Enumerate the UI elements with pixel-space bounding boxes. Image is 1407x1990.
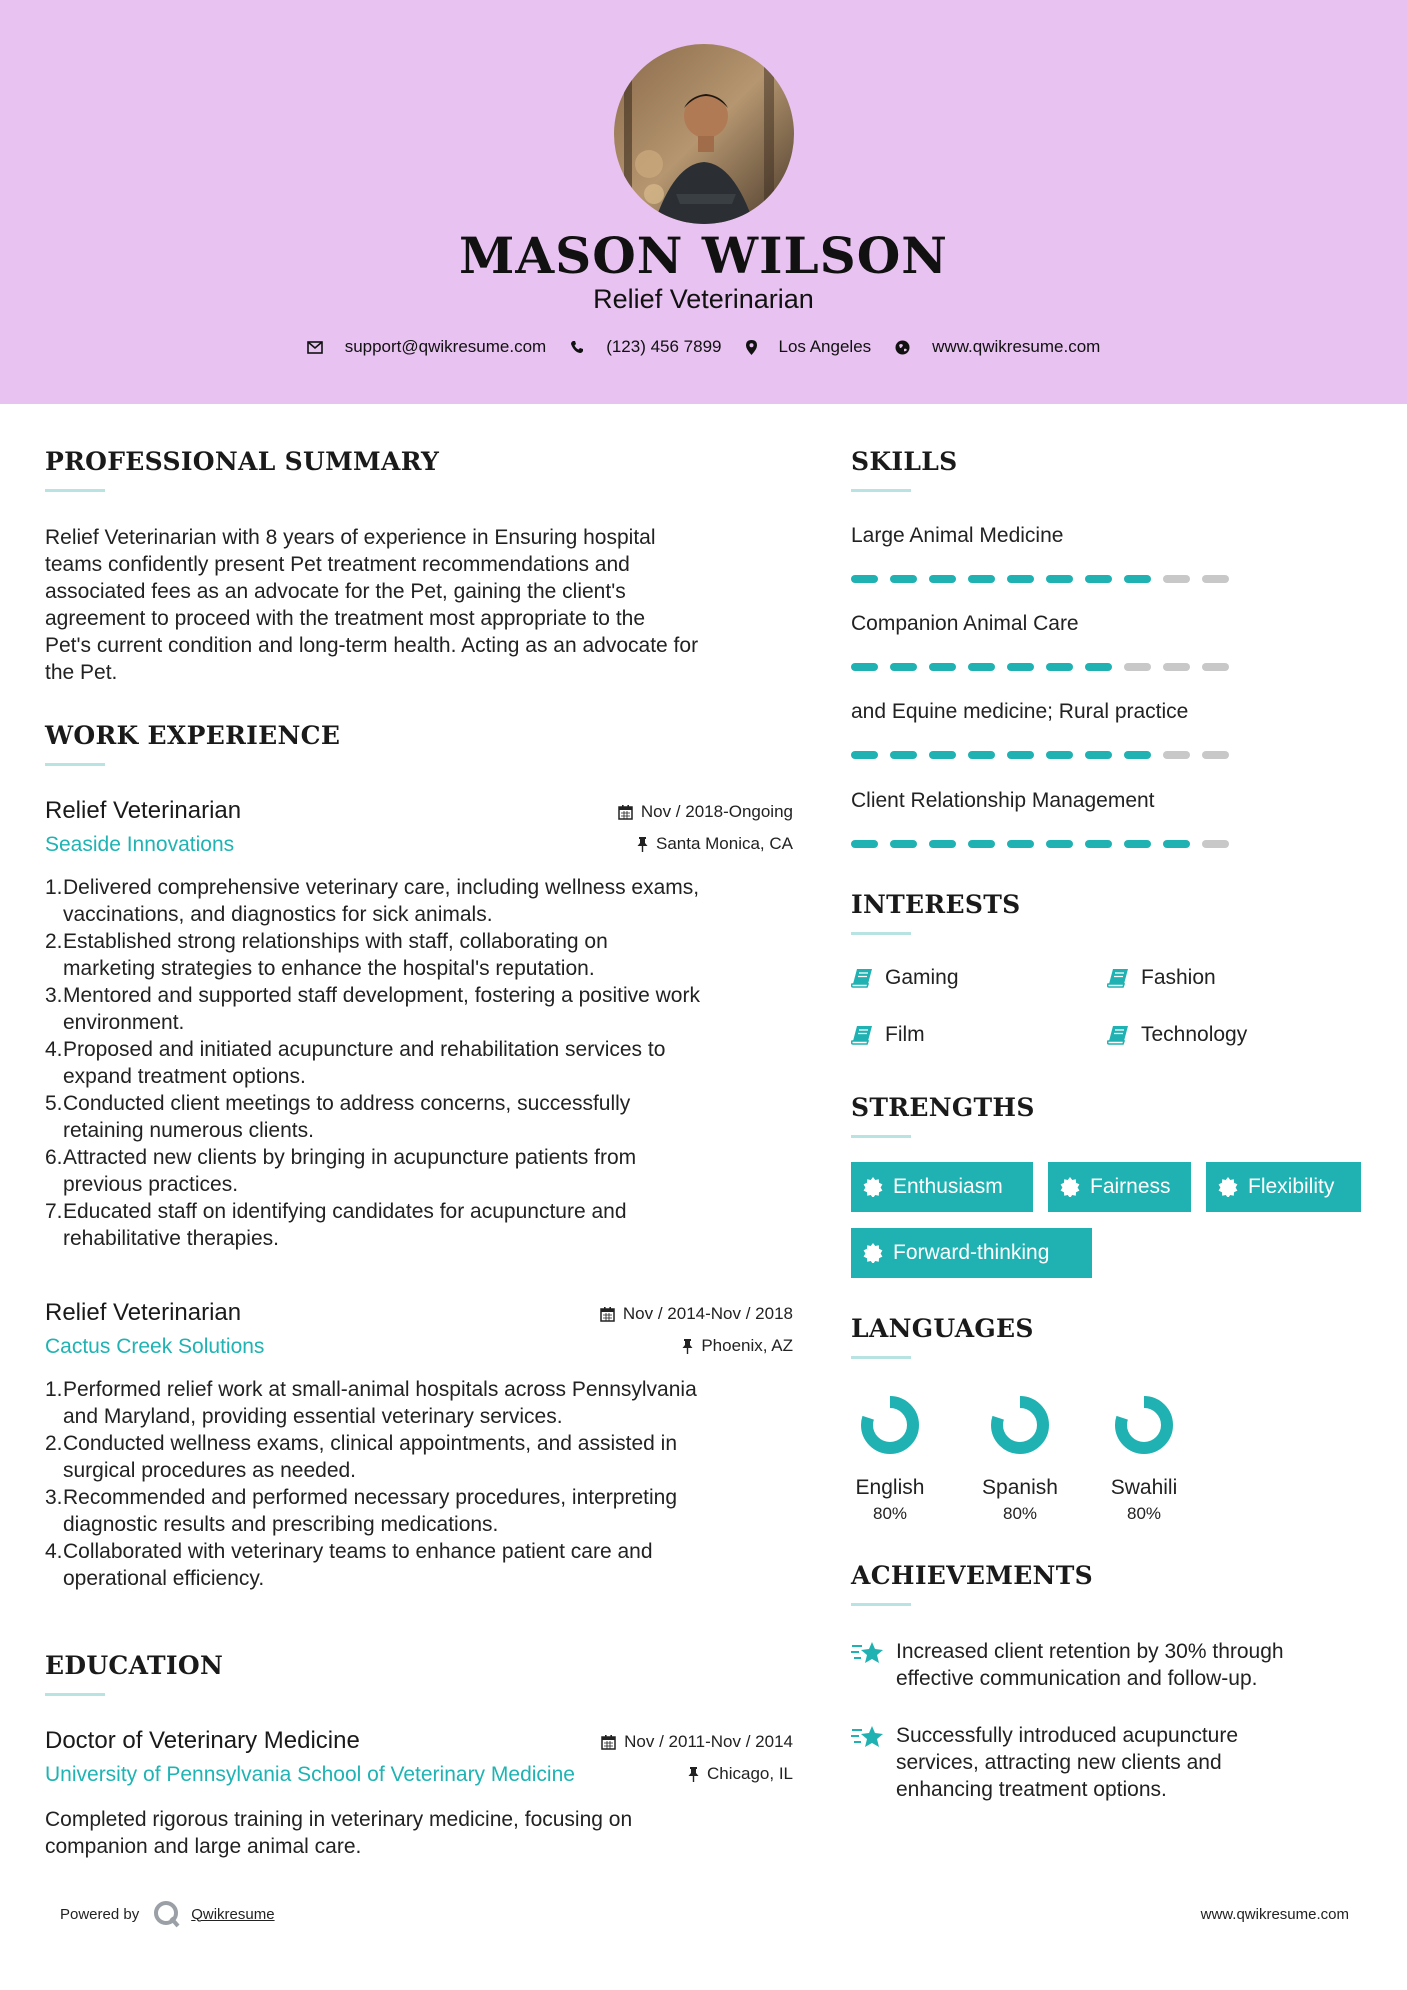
contact-website-text: www.qwikresume.com bbox=[932, 337, 1101, 356]
summary-line: Relief Veterinarian with 8 years of experience in Ensuring hospital bbox=[45, 526, 656, 549]
book-icon bbox=[851, 1025, 873, 1045]
strength-tag bbox=[1048, 1162, 1191, 1212]
list-item bbox=[45, 982, 793, 1036]
achievement-item bbox=[851, 1638, 1351, 1698]
skill-item bbox=[851, 700, 1251, 724]
book-icon bbox=[851, 968, 873, 988]
language-progress-ring bbox=[860, 1395, 920, 1455]
badge-icon bbox=[863, 1177, 883, 1197]
list-line: Conducted client meetings to address concerns, successfully bbox=[63, 1092, 631, 1115]
education-date bbox=[601, 1732, 793, 1752]
strength-label: Flexibility bbox=[1248, 1175, 1335, 1198]
skill-dot-filled bbox=[1007, 663, 1034, 671]
skill-dot-filled bbox=[929, 663, 956, 671]
skill-dot-empty bbox=[1163, 575, 1190, 583]
summary-underline bbox=[45, 489, 105, 492]
list-item bbox=[45, 1144, 793, 1198]
list-number: 4. bbox=[45, 1540, 63, 1563]
summary-line: Pet's current condition and long-term health. Acting as an advocate for bbox=[45, 634, 699, 657]
languages-heading: LANGUAGES bbox=[851, 1314, 1034, 1343]
job-location bbox=[682, 1336, 793, 1356]
badge-icon bbox=[863, 1243, 883, 1263]
education-location bbox=[688, 1764, 793, 1784]
list-line: retaining numerous clients. bbox=[63, 1119, 314, 1142]
skill-dot-filled bbox=[1124, 575, 1151, 583]
skill-dot-filled bbox=[1124, 751, 1151, 759]
brand-link[interactable]: Qwikresume bbox=[191, 1905, 275, 1923]
strength-label: Enthusiasm bbox=[893, 1175, 1003, 1198]
language-percent: 80% bbox=[1126, 1504, 1162, 1523]
summary-line: teams confidently present Pet treatment recommendations and bbox=[45, 553, 630, 576]
header-banner bbox=[0, 0, 1407, 404]
list-line: Delivered comprehensive veterinary care, including wellness exams, bbox=[63, 876, 700, 899]
phone-icon bbox=[570, 340, 584, 354]
job-date bbox=[618, 802, 793, 822]
candidate-title: Relief Veterinarian bbox=[593, 284, 814, 314]
achievements-heading: ACHIEVEMENTS bbox=[851, 1561, 1093, 1590]
list-line: Performed relief work at small-animal hospitals across Pennsylvania bbox=[63, 1378, 697, 1401]
language-percent: 80% bbox=[1002, 1504, 1038, 1523]
skill-dot-filled bbox=[968, 840, 995, 848]
interest-item bbox=[851, 1023, 925, 1047]
skill-dot-filled bbox=[968, 751, 995, 759]
interest-item bbox=[851, 966, 959, 990]
interest-label: Gaming bbox=[885, 966, 959, 989]
list-number: 2. bbox=[45, 1432, 63, 1455]
book-icon bbox=[1107, 1025, 1129, 1045]
job-company[interactable]: Cactus Creek Solutions bbox=[45, 1335, 265, 1358]
strength-tag bbox=[1206, 1162, 1361, 1212]
strengths-underline bbox=[851, 1135, 911, 1138]
interest-label: Fashion bbox=[1141, 966, 1216, 989]
skill-dot-filled bbox=[1085, 751, 1112, 759]
list-number: 2. bbox=[45, 930, 63, 953]
list-item bbox=[45, 1538, 793, 1592]
education-date-text: Nov / 2011-Nov / 2014 bbox=[624, 1732, 793, 1751]
education-school[interactable]: University of Pennsylvania School of Veterinary Medicine bbox=[45, 1763, 575, 1786]
job-entry bbox=[45, 797, 793, 1257]
skill-dot-filled bbox=[1007, 751, 1034, 759]
skill-dot-filled bbox=[1046, 840, 1073, 848]
interest-item bbox=[1107, 1023, 1247, 1047]
strength-tag bbox=[851, 1228, 1092, 1278]
list-number: 3. bbox=[45, 984, 63, 1007]
skill-item bbox=[851, 612, 1251, 636]
skill-dot-empty bbox=[1202, 663, 1229, 671]
profile-photo bbox=[614, 44, 794, 224]
pushpin-icon bbox=[637, 837, 648, 852]
skill-dot-empty bbox=[1124, 663, 1151, 671]
achievement-line: effective communication and follow-up. bbox=[896, 1667, 1258, 1690]
list-item bbox=[45, 1484, 793, 1538]
education-line: companion and large animal care. bbox=[45, 1835, 362, 1858]
skill-dot-filled bbox=[968, 663, 995, 671]
contact-email[interactable] bbox=[307, 337, 547, 357]
languages-underline bbox=[851, 1356, 911, 1359]
interests-underline bbox=[851, 932, 911, 935]
skills-underline bbox=[851, 489, 911, 492]
list-line: diagnostic results and prescribing medications. bbox=[63, 1513, 499, 1536]
language-name: English bbox=[855, 1476, 925, 1499]
skill-dot-filled bbox=[890, 663, 917, 671]
calendar-icon bbox=[601, 1735, 616, 1750]
list-line: Recommended and performed necessary procedures, interpreting bbox=[63, 1486, 677, 1509]
strength-label: Fairness bbox=[1090, 1175, 1171, 1198]
skill-dot-filled bbox=[929, 840, 956, 848]
achievement-line: enhancing treatment options. bbox=[896, 1778, 1167, 1801]
achievement-line: services, attracting new clients and bbox=[896, 1751, 1222, 1774]
language-name: Swahili bbox=[1110, 1476, 1178, 1499]
job-date-text: Nov / 2014-Nov / 2018 bbox=[622, 1304, 793, 1323]
strength-label: Forward-thinking bbox=[893, 1241, 1050, 1264]
list-line: Educated staff on identifying candidates for acupuncture and bbox=[63, 1200, 627, 1223]
list-number: 5. bbox=[45, 1092, 63, 1115]
language-progress-arc bbox=[997, 1402, 1043, 1448]
achievements-underline bbox=[851, 1603, 911, 1606]
skill-dot-filled bbox=[929, 575, 956, 583]
list-line: rehabilitative therapies. bbox=[63, 1227, 279, 1250]
contact-email-text: support@qwikresume.com bbox=[344, 337, 547, 356]
job-date bbox=[600, 1304, 793, 1324]
skill-dot-filled bbox=[1085, 663, 1112, 671]
book-icon bbox=[1107, 968, 1129, 988]
summary-text bbox=[45, 524, 805, 686]
skill-dot-filled bbox=[890, 751, 917, 759]
skill-dot-filled bbox=[929, 751, 956, 759]
list-item bbox=[45, 1376, 793, 1430]
education-underline bbox=[45, 1693, 105, 1696]
globe-icon bbox=[895, 340, 910, 355]
list-item bbox=[45, 1198, 793, 1252]
contact-phone[interactable] bbox=[570, 337, 721, 357]
education-heading: EDUCATION bbox=[45, 1651, 224, 1680]
footer-branding bbox=[60, 1900, 275, 1928]
education-entry bbox=[45, 1727, 793, 1867]
language-item bbox=[835, 1395, 945, 1530]
skill-dot-filled bbox=[1085, 575, 1112, 583]
skill-dot-filled bbox=[1007, 840, 1034, 848]
skill-dot-filled bbox=[1046, 751, 1073, 759]
job-role: Relief Veterinarian bbox=[45, 797, 242, 824]
envelope-icon bbox=[307, 341, 323, 354]
skill-dot-filled bbox=[851, 751, 878, 759]
skill-dot-filled bbox=[1046, 575, 1073, 583]
list-line: vaccinations, and diagnostics for sick animals. bbox=[63, 903, 493, 926]
list-line: Collaborated with veterinary teams to enhance patient care and bbox=[63, 1540, 653, 1563]
list-line: and Maryland, providing essential veterinary services. bbox=[63, 1405, 563, 1428]
list-number: 6. bbox=[45, 1146, 63, 1169]
job-duties bbox=[45, 1376, 793, 1592]
candidate-name: MASON WILSON bbox=[459, 226, 948, 285]
list-item bbox=[45, 1090, 793, 1144]
achievement-line: Successfully introduced acupuncture bbox=[896, 1724, 1239, 1747]
experience-heading: WORK EXPERIENCE bbox=[45, 721, 341, 750]
job-location bbox=[637, 834, 793, 854]
education-description bbox=[45, 1806, 793, 1860]
skill-name: Large Animal Medicine bbox=[851, 524, 1064, 547]
list-number: 1. bbox=[45, 876, 63, 899]
badge-icon bbox=[1218, 1177, 1238, 1197]
education-line: Completed rigorous training in veterinary medicine, focusing on bbox=[45, 1808, 633, 1831]
language-name: Spanish bbox=[982, 1476, 1058, 1499]
map-pin-icon bbox=[746, 340, 757, 355]
interests-heading: INTERESTS bbox=[851, 890, 1021, 919]
job-duties bbox=[45, 874, 793, 1252]
language-progress-arc bbox=[1121, 1402, 1167, 1448]
skills-heading: SKILLS bbox=[851, 447, 958, 476]
education-location-text: Chicago, IL bbox=[707, 1764, 793, 1783]
skill-dot-filled bbox=[1085, 840, 1112, 848]
list-line: Established strong relationships with staff, collaborating on bbox=[63, 930, 608, 953]
skill-dot-filled bbox=[1124, 840, 1151, 848]
skill-dot-filled bbox=[890, 840, 917, 848]
list-line: operational efficiency. bbox=[63, 1567, 265, 1590]
list-item bbox=[45, 874, 793, 928]
job-entry bbox=[45, 1299, 793, 1599]
achievement-text bbox=[896, 1638, 1351, 1692]
contact-location-text: Los Angeles bbox=[778, 337, 872, 356]
skill-dot-empty bbox=[1163, 751, 1190, 759]
list-line: Mentored and supported staff development, fostering a positive work bbox=[63, 984, 700, 1007]
achievement-item bbox=[851, 1722, 1351, 1807]
powered-by-label: Powered by bbox=[60, 1905, 140, 1923]
badge-icon bbox=[1060, 1177, 1080, 1197]
skill-dot-filled bbox=[851, 840, 878, 848]
list-number: 3. bbox=[45, 1486, 63, 1509]
skill-item bbox=[851, 789, 1251, 813]
qwikresume-logo-icon bbox=[153, 1900, 181, 1928]
contact-location bbox=[746, 337, 872, 357]
job-company[interactable]: Seaside Innovations bbox=[45, 833, 235, 856]
pushpin-icon bbox=[682, 1339, 693, 1354]
shooting-star-icon bbox=[851, 1640, 885, 1666]
language-progress-ring bbox=[1114, 1395, 1174, 1455]
job-location-text: Santa Monica, CA bbox=[655, 834, 793, 853]
contact-bar bbox=[0, 337, 1407, 357]
interest-item bbox=[1107, 966, 1216, 990]
strengths-heading: STRENGTHS bbox=[851, 1093, 1035, 1122]
skill-dot-filled bbox=[968, 575, 995, 583]
footer-website[interactable]: www.qwikresume.com bbox=[1200, 1906, 1349, 1923]
list-line: surgical procedures as needed. bbox=[63, 1459, 357, 1482]
job-date-text: Nov / 2018-Ongoing bbox=[640, 802, 793, 821]
list-line: Conducted wellness exams, clinical appointments, and assisted in bbox=[63, 1432, 677, 1455]
summary-heading: PROFESSIONAL SUMMARY bbox=[45, 447, 440, 476]
pushpin-icon bbox=[688, 1767, 699, 1782]
contact-phone-text: (123) 456 7899 bbox=[606, 337, 722, 356]
skill-dot-empty bbox=[1202, 840, 1229, 848]
job-role: Relief Veterinarian bbox=[45, 1299, 242, 1326]
skill-dot-filled bbox=[851, 575, 878, 583]
list-item bbox=[45, 928, 793, 982]
skill-dot-filled bbox=[851, 663, 878, 671]
calendar-icon bbox=[600, 1307, 615, 1322]
skill-name: and Equine medicine; Rural practice bbox=[851, 700, 1189, 723]
language-progress-ring bbox=[990, 1395, 1050, 1455]
achievement-text bbox=[896, 1722, 1351, 1803]
experience-underline bbox=[45, 763, 105, 766]
language-percent: 80% bbox=[872, 1504, 908, 1523]
list-line: environment. bbox=[63, 1011, 185, 1034]
language-item bbox=[965, 1395, 1075, 1530]
interest-label: Film bbox=[885, 1023, 925, 1046]
list-number: 4. bbox=[45, 1038, 63, 1061]
skill-dot-empty bbox=[1202, 575, 1229, 583]
skill-dot-empty bbox=[1163, 663, 1190, 671]
list-line: marketing strategies to enhance the hospital's reputation. bbox=[63, 957, 595, 980]
skill-dot-empty bbox=[1202, 751, 1229, 759]
shooting-star-icon bbox=[851, 1724, 885, 1750]
interest-label: Technology bbox=[1141, 1023, 1248, 1046]
skill-dot-filled bbox=[890, 575, 917, 583]
list-line: previous practices. bbox=[63, 1173, 239, 1196]
language-item bbox=[1089, 1395, 1199, 1530]
summary-line: agreement to proceed with the treatment most appropriate to the bbox=[45, 607, 646, 630]
language-progress-arc bbox=[867, 1402, 913, 1448]
list-line: expand treatment options. bbox=[63, 1065, 306, 1088]
achievement-line: Increased client retention by 30% through bbox=[896, 1640, 1284, 1663]
calendar-icon bbox=[618, 805, 633, 820]
list-line: Attracted new clients by bringing in acupuncture patients from bbox=[63, 1146, 637, 1169]
contact-website[interactable] bbox=[895, 337, 1100, 357]
summary-line: the Pet. bbox=[45, 661, 118, 684]
skill-name: Companion Animal Care bbox=[851, 612, 1079, 635]
skill-dot-filled bbox=[1007, 575, 1034, 583]
list-line: Proposed and initiated acupuncture and rehabilitation services to bbox=[63, 1038, 666, 1061]
education-degree: Doctor of Veterinary Medicine bbox=[45, 1727, 360, 1754]
skill-dot-filled bbox=[1163, 840, 1190, 848]
skill-item bbox=[851, 524, 1251, 548]
list-item bbox=[45, 1430, 793, 1484]
job-location-text: Phoenix, AZ bbox=[701, 1336, 793, 1355]
summary-line: associated fees as an advocate for the Pet, gaining the client's bbox=[45, 580, 626, 603]
list-number: 1. bbox=[45, 1378, 63, 1401]
skill-name: Client Relationship Management bbox=[851, 789, 1155, 812]
strength-tag bbox=[851, 1162, 1033, 1212]
skill-dot-filled bbox=[1046, 663, 1073, 671]
list-number: 7. bbox=[45, 1200, 63, 1223]
list-item bbox=[45, 1036, 793, 1090]
